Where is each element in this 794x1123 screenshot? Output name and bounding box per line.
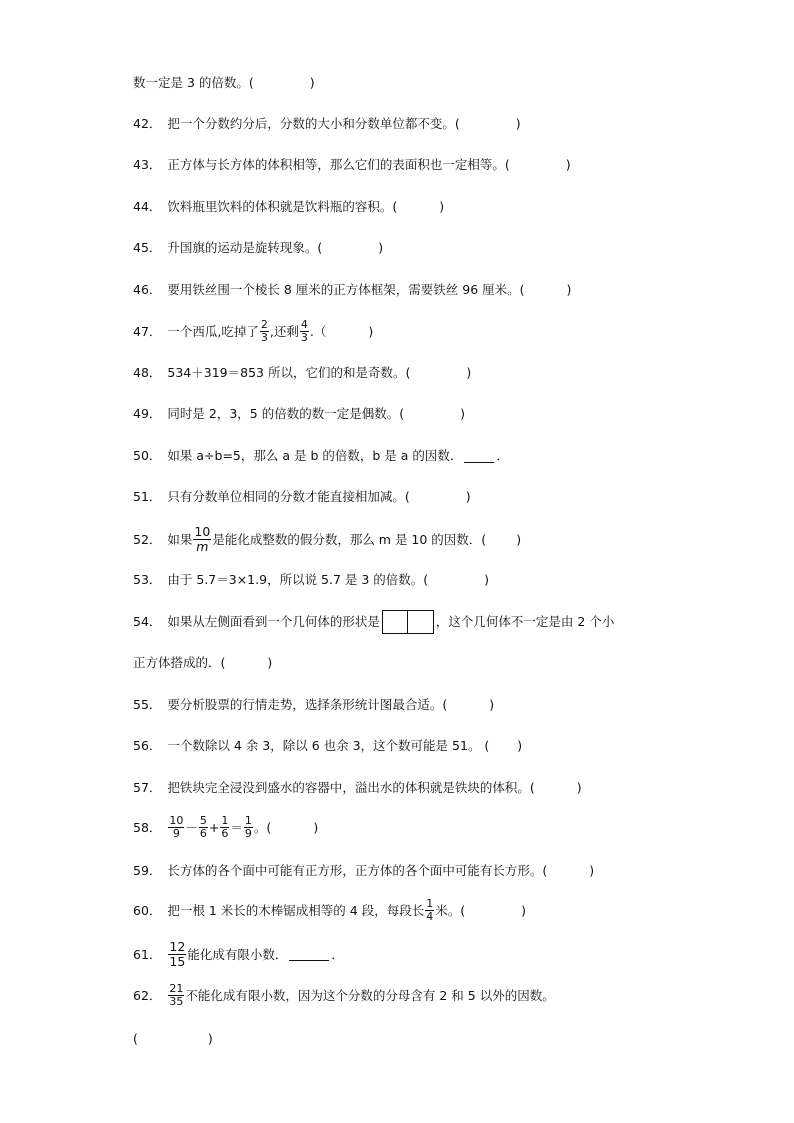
question-number: 49．	[133, 406, 162, 421]
fraction	[300, 319, 309, 344]
question-45	[133, 240, 383, 256]
denominator: 4	[426, 910, 434, 923]
numerator: 4	[300, 318, 308, 331]
close-paren: )	[576, 780, 582, 795]
answer-blank[interactable]	[289, 948, 329, 961]
question-end: 。(	[253, 819, 272, 835]
question-number: 53．	[133, 572, 162, 587]
answer-blank[interactable]	[464, 450, 494, 463]
question-number: 47．	[133, 323, 162, 339]
question-text: 534＋319＝853 所以，它们的和是奇数。(	[167, 365, 411, 380]
question-56	[133, 738, 522, 754]
close-paren: )	[207, 1031, 213, 1046]
question-number: 54．	[133, 614, 162, 629]
fraction	[260, 319, 269, 344]
question-number: 46．	[133, 282, 162, 297]
fraction	[425, 898, 434, 923]
close-paren: )	[484, 572, 490, 587]
question-50	[133, 448, 509, 464]
question-text: 只有分数单位相同的分数才能直接相加减。(	[167, 489, 410, 504]
close-paren: )	[517, 738, 523, 753]
question-text: 如果	[167, 531, 193, 547]
question-text: .（	[309, 323, 327, 339]
question-41-continuation	[133, 75, 315, 91]
question-text: 正方体搭成的．(	[133, 655, 226, 670]
question-number: 58．	[133, 819, 162, 835]
question-62-answer-parens	[133, 1031, 213, 1047]
question-number: 51．	[133, 489, 162, 504]
question-text: ,还剩	[269, 323, 299, 339]
question-number: 56．	[133, 738, 162, 753]
question-number: 55．	[133, 697, 162, 712]
close-paren: )	[489, 697, 495, 712]
question-text: 不能化成有限小数，因为这个分数的分母含有 2 和 5 以外的因数。	[185, 987, 555, 1003]
question-text: 由于 5.7＝3×1.9，所以说 5.7 是 3 的倍数。(	[167, 572, 429, 587]
question-51	[133, 489, 471, 505]
denominator: 35	[169, 995, 184, 1008]
question-61	[133, 940, 344, 969]
numerator: 1	[221, 814, 229, 827]
denominator: 9	[172, 827, 180, 840]
question-text: 同时是 2，3，5 的倍数的数一定是偶数。(	[167, 406, 405, 421]
question-text: 数一定是 3 的倍数。(	[133, 75, 254, 90]
question-number: 60．	[133, 902, 162, 918]
question-57	[133, 780, 582, 796]
question-46	[133, 282, 571, 298]
denominator: 9	[244, 827, 252, 840]
operator: －	[185, 819, 198, 835]
question-number: 50．	[133, 448, 162, 463]
square	[408, 610, 434, 634]
equals-sign: ＝	[230, 819, 243, 835]
fraction	[199, 815, 208, 840]
fraction	[168, 983, 184, 1008]
question-49	[133, 406, 465, 422]
question-text: 长方体的各个面中可能有正方形，正方体的各个面中可能有长方形。(	[167, 863, 548, 878]
close-paren: )	[516, 531, 522, 547]
question-end: ．	[496, 448, 509, 463]
question-text: 把一个分数约分后，分数的大小和分数单位都不变。(	[167, 116, 460, 131]
question-text: 是能化成整数的假分数，那么 m 是 10 的因数．(	[212, 531, 487, 547]
close-paren: )	[521, 902, 526, 918]
question-text: 如果 a÷b=5，那么 a 是 b 的倍数，b 是 a 的因数．	[167, 448, 463, 463]
square	[382, 610, 408, 634]
denominator: 15	[169, 954, 186, 969]
question-text: 米。(	[435, 902, 466, 918]
close-paren: )	[515, 116, 521, 131]
question-text: 要用铁丝围一个棱长 8 厘米的正方体框架，需要铁丝 96 厘米。(	[167, 282, 525, 297]
question-54	[133, 610, 614, 634]
numerator: 1	[426, 897, 434, 910]
question-47	[133, 319, 373, 344]
numerator: 10	[169, 814, 184, 827]
close-paren: )	[313, 819, 319, 835]
numerator: 21	[169, 982, 184, 995]
close-paren: )	[378, 240, 384, 255]
close-paren: )	[565, 157, 571, 172]
close-paren: )	[267, 655, 273, 670]
question-53	[133, 572, 489, 588]
fraction	[220, 815, 229, 840]
fraction	[168, 815, 184, 840]
question-62	[133, 983, 555, 1008]
question-text: 饮料瓶里饮料的体积就是饮料瓶的容积。(	[167, 199, 398, 214]
operator: +	[208, 819, 220, 835]
question-number: 42．	[133, 116, 162, 131]
question-43	[133, 157, 571, 173]
denominator: m	[196, 539, 209, 554]
close-paren: )	[566, 282, 572, 297]
close-paren: )	[460, 406, 465, 421]
fraction	[244, 815, 253, 840]
question-52	[133, 525, 521, 554]
question-number: 52．	[133, 531, 162, 547]
open-paren: (	[133, 1031, 138, 1046]
question-number: 61．	[133, 946, 162, 962]
question-48	[133, 365, 471, 381]
question-44	[133, 199, 444, 215]
question-number: 62．	[133, 987, 162, 1003]
question-number: 59．	[133, 863, 162, 878]
denominator: 3	[300, 331, 308, 344]
question-54-continuation	[133, 655, 272, 671]
question-text: 把一根 1 米长的木棒锯成相等的 4 段，每段长	[167, 902, 425, 918]
question-text: 升国旗的运动是旋转现象。(	[167, 240, 323, 255]
question-number: 57．	[133, 780, 162, 795]
close-paren: )	[466, 365, 472, 380]
numerator: 2	[260, 318, 268, 331]
denominator: 3	[260, 331, 268, 344]
question-text: 把铁块完全浸没到盛水的容器中，溢出水的体积就是铁块的体积。(	[167, 780, 535, 795]
question-number: 48．	[133, 365, 162, 380]
question-59	[133, 863, 594, 879]
question-58	[133, 815, 318, 840]
question-text: 正方体与长方体的体积相等，那么它们的表面积也一定相等。(	[167, 157, 510, 172]
question-text: ，这个几何体不一定是由 2 个小	[435, 614, 615, 629]
question-55	[133, 697, 494, 713]
question-42	[133, 116, 521, 132]
numerator: 5	[199, 814, 207, 827]
close-paren: )	[589, 863, 595, 878]
question-text: 如果从左侧面看到一个几何体的形状是	[167, 614, 380, 629]
numerator: 1	[244, 814, 252, 827]
question-text: 要分析股票的行情走势，选择条形统计图最合适。(	[167, 697, 448, 712]
question-text: 能化成有限小数．	[187, 946, 288, 962]
question-number: 43．	[133, 157, 162, 172]
close-paren: )	[368, 323, 374, 339]
denominator: 6	[199, 827, 207, 840]
question-number: 45．	[133, 240, 162, 255]
two-square-shape	[382, 610, 434, 634]
fraction	[193, 525, 211, 554]
question-text: 一个西瓜,吃掉了	[167, 323, 259, 339]
close-paren: )	[465, 489, 471, 504]
numerator: 12	[169, 939, 186, 954]
numerator: 10	[194, 524, 211, 539]
denominator: 6	[221, 827, 229, 840]
close-paren: )	[309, 75, 315, 90]
question-number: 44．	[133, 199, 162, 214]
question-end: ．	[331, 946, 344, 962]
question-60	[133, 898, 526, 923]
question-text: 一个数除以 4 余 3，除以 6 也余 3，这个数可能是 51。 (	[167, 738, 490, 753]
fraction	[168, 940, 186, 969]
close-paren: )	[439, 199, 445, 214]
